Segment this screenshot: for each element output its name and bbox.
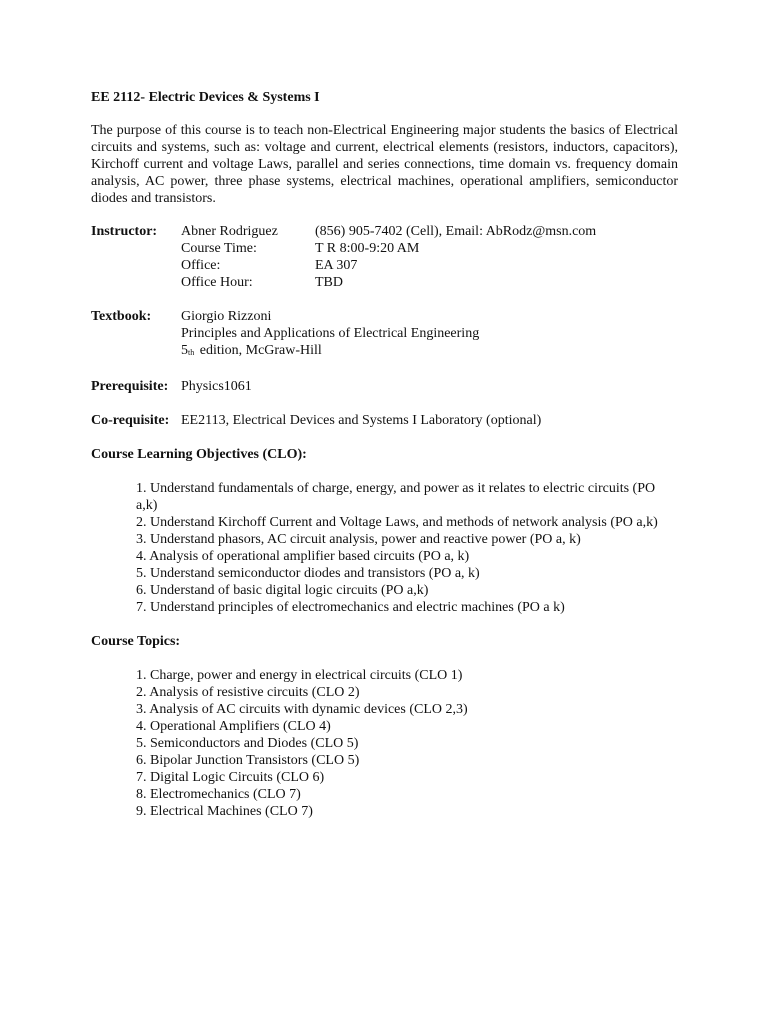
topics-heading: Course Topics: — [91, 634, 181, 649]
course-purpose: The purpose of this course is to teach non-Electrical Engineering major students the basics of Electrical circuits and systems, such as: voltage and current, electrical elements (resistors, inductors, capacitors), Kirchoff current and voltage Laws, parallel and series connections, time domain vs. frequency domain analysis, AC power, three phase systems, electrical machines, operational amplifiers, semiconductor diodes and transistors. — [91, 123, 678, 206]
list-item: 4. Analysis of operational amplifier based circuits (PO a, k) — [136, 549, 470, 564]
textbook-edition — [181, 342, 678, 361]
instructor-section — [91, 223, 678, 291]
office-hour-label: Office Hour: — [181, 275, 253, 290]
instructor-row-0 — [91, 223, 678, 240]
instructor-row-2 — [91, 257, 678, 274]
list-item: 6. Bipolar Junction Transistors (CLO 5) — [136, 753, 360, 768]
prerequisite-value: Physics1061 — [181, 379, 252, 394]
textbook-details — [181, 308, 678, 361]
office-hour-value: TBD — [315, 275, 343, 290]
office-label: Office: — [181, 258, 221, 273]
office-value: EA 307 — [315, 258, 358, 273]
list-item: 7. Understand principles of electromechanics and electric machines (PO a k) — [136, 600, 565, 615]
list-item: 9. Electrical Machines (CLO 7) — [136, 804, 313, 819]
course-time-label: Course Time: — [181, 241, 257, 256]
clo-heading: Course Learning Objectives (CLO): — [91, 447, 307, 462]
corequisite-value: EE2113, Electrical Devices and Systems I Laboratory (optional) — [181, 413, 542, 428]
instructor-contact: (856) 905-7402 (Cell), Email: AbRodz@msn.com — [315, 224, 597, 239]
textbook-label: Textbook: — [91, 309, 152, 324]
syllabus-page — [91, 89, 678, 837]
textbook-section — [91, 308, 678, 361]
list-item: 3. Understand phasors, AC circuit analysis, power and reactive power (PO a, k) — [136, 532, 581, 547]
instructor-label: Instructor: — [91, 224, 158, 239]
list-item: 1. Charge, power and energy in electrical circuits (CLO 1) — [136, 668, 463, 683]
edition-number: 5 — [181, 343, 188, 358]
list-item: 5. Understand semiconductor diodes and transistors (PO a, k) — [136, 566, 480, 581]
course-title: EE 2112- Electric Devices & Systems I — [91, 90, 320, 105]
textbook-title: Principles and Applications of Electrical Engineering — [181, 326, 480, 341]
topics-list — [91, 667, 678, 820]
list-item: 2. Analysis of resistive circuits (CLO 2) — [136, 685, 360, 700]
prerequisite-label: Prerequisite: — [91, 379, 169, 394]
edition-publisher: edition, McGraw-Hill — [196, 343, 322, 358]
textbook-author: Giorgio Rizzoni — [181, 309, 272, 324]
instructor-row-3 — [91, 274, 678, 291]
list-item: 5. Semiconductors and Diodes (CLO 5) — [136, 736, 359, 751]
clo-list — [91, 480, 678, 616]
course-time-value: T R 8:00-9:20 AM — [315, 241, 420, 256]
list-item: 6. Understand of basic digital logic circuits (PO a,k) — [136, 583, 429, 598]
prerequisite-section — [91, 378, 678, 395]
instructor-row-1 — [91, 240, 678, 257]
instructor-name: Abner Rodriguez — [181, 224, 278, 239]
list-item: 4. Operational Amplifiers (CLO 4) — [136, 719, 331, 734]
corequisite-label: Co-requisite: — [91, 413, 170, 428]
list-item: 2. Understand Kirchoff Current and Voltage Laws, and methods of network analysis (PO a,k) — [136, 515, 658, 530]
list-item: 1. Understand fundamentals of charge, energy, and power as it relates to electric circuits (PO a,k) — [136, 481, 656, 513]
list-item: 3. Analysis of AC circuits with dynamic devices (CLO 2,3) — [136, 702, 468, 717]
edition-suffix: th — [188, 348, 195, 357]
corequisite-section — [91, 412, 678, 429]
list-item: 7. Digital Logic Circuits (CLO 6) — [136, 770, 325, 785]
list-item: 8. Electromechanics (CLO 7) — [136, 787, 301, 802]
